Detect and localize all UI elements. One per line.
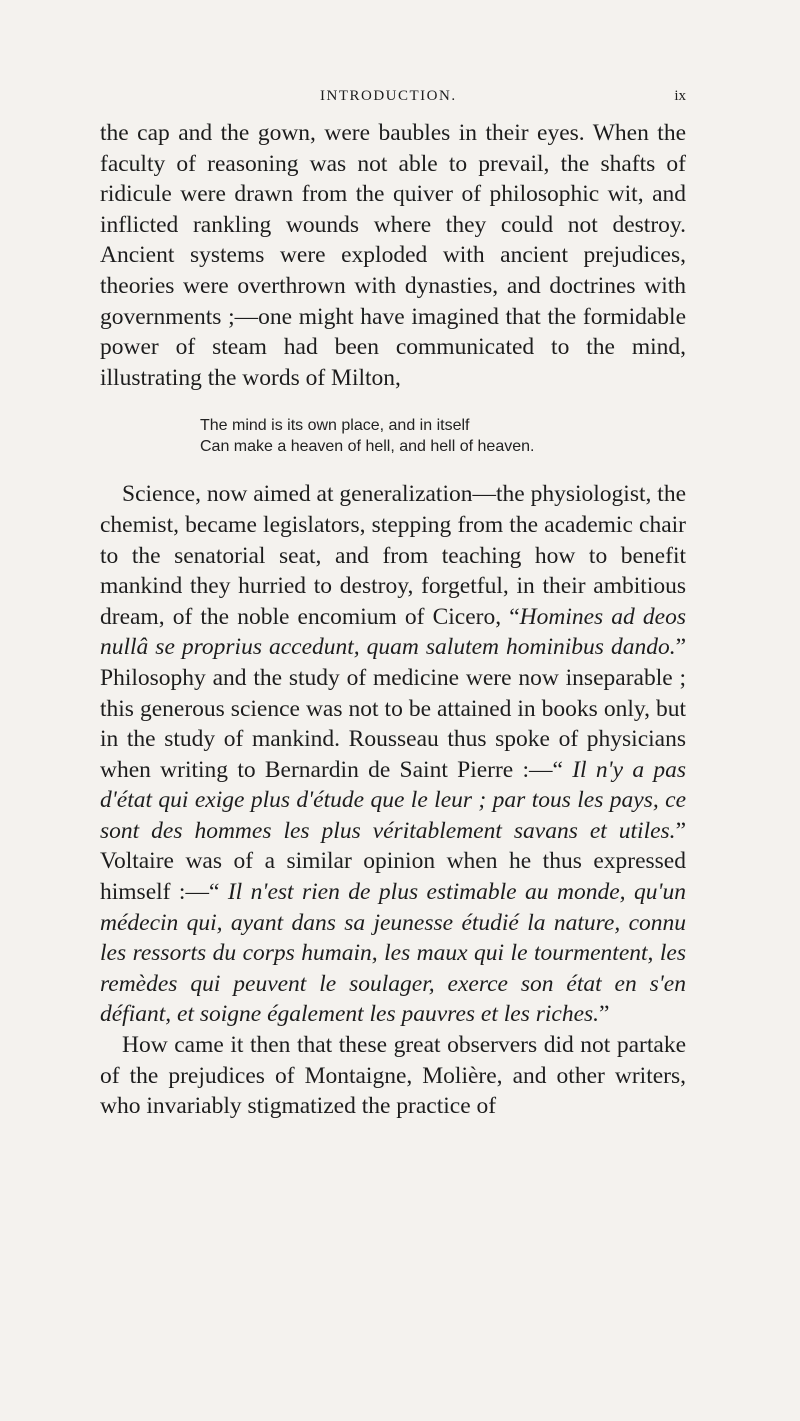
- quote-line-2: Can make a heaven of hell, and hell of heaven.: [200, 438, 535, 456]
- paragraph-2-text-c: ” Philosophy and the study of medicine were now inseparable ; this generous science was not to be attained in books only, but in the study of mankind. Rousseau thus spoke of physicians when writing to Bernardin de Saint Pierre :—“: [100, 634, 686, 783]
- paragraph-3: How came it then that these great observers did not partake of the prejudices of Montaigne, Molière, and other writers, who invariably stigmatized the practice of: [100, 1032, 686, 1120]
- paragraph-2-text-e: ” Voltaire was of a similar opinion when he thus expressed himself :—“: [100, 817, 686, 906]
- page-body: [100, 118, 686, 1122]
- running-title: INTRODUCTION.: [320, 88, 457, 104]
- paragraph-2-text-a: Science, now aimed at generalization—the physiologist, the chemist, became legislators, stepping from the academic chair to the senatorial seat, and from teaching how to benefit mankind they hurried to destroy, forgetful, in their ambitious dream, of the noble encomium of Cicero, “: [100, 481, 686, 630]
- milton-quote: [100, 415, 686, 457]
- paragraph-2: [100, 479, 686, 1030]
- paragraph-2-text-g: ”: [599, 1001, 610, 1028]
- quote-line-1: The mind is its own place, and in itself: [200, 417, 470, 435]
- book-page: [100, 88, 686, 1122]
- voltaire-quote: Il n'est rien de plus estimable au monde, qu'un médecin qui, ayant dans sa jeunesse étudié la nature, connu les ressorts du corps humain, les maux qui le tourmentent, les remèdes qui peuvent le soulager, exerce son état en s'en défiant, et soigne également les pauvres et les riches.: [100, 879, 687, 1028]
- page-number: ix: [674, 88, 686, 104]
- cicero-quote: Homines ad deos nullâ se proprius accedunt, quam salutem hominibus dando.: [100, 603, 686, 661]
- running-header: [100, 88, 686, 118]
- paragraph-1: the cap and the gown, were baubles in their eyes. When the faculty of reasoning was not able to prevail, the shafts of ridicule were drawn from the quiver of philosophic wit, and inflicted rankling wounds where they could not destroy. Ancient systems were exploded with ancient prejudices, theories were overthrown with dynasties, and doctrines with governments ;—one might have imagined that the formidable power of steam had been communicated to the mind, illustrating the words of Milton,: [100, 120, 686, 391]
- rousseau-quote: Il n'y a pas d'état qui exige plus d'étude que le leur ; par tous les pays, ce sont des hommes les plus véritablement savans et utiles.: [100, 756, 686, 844]
